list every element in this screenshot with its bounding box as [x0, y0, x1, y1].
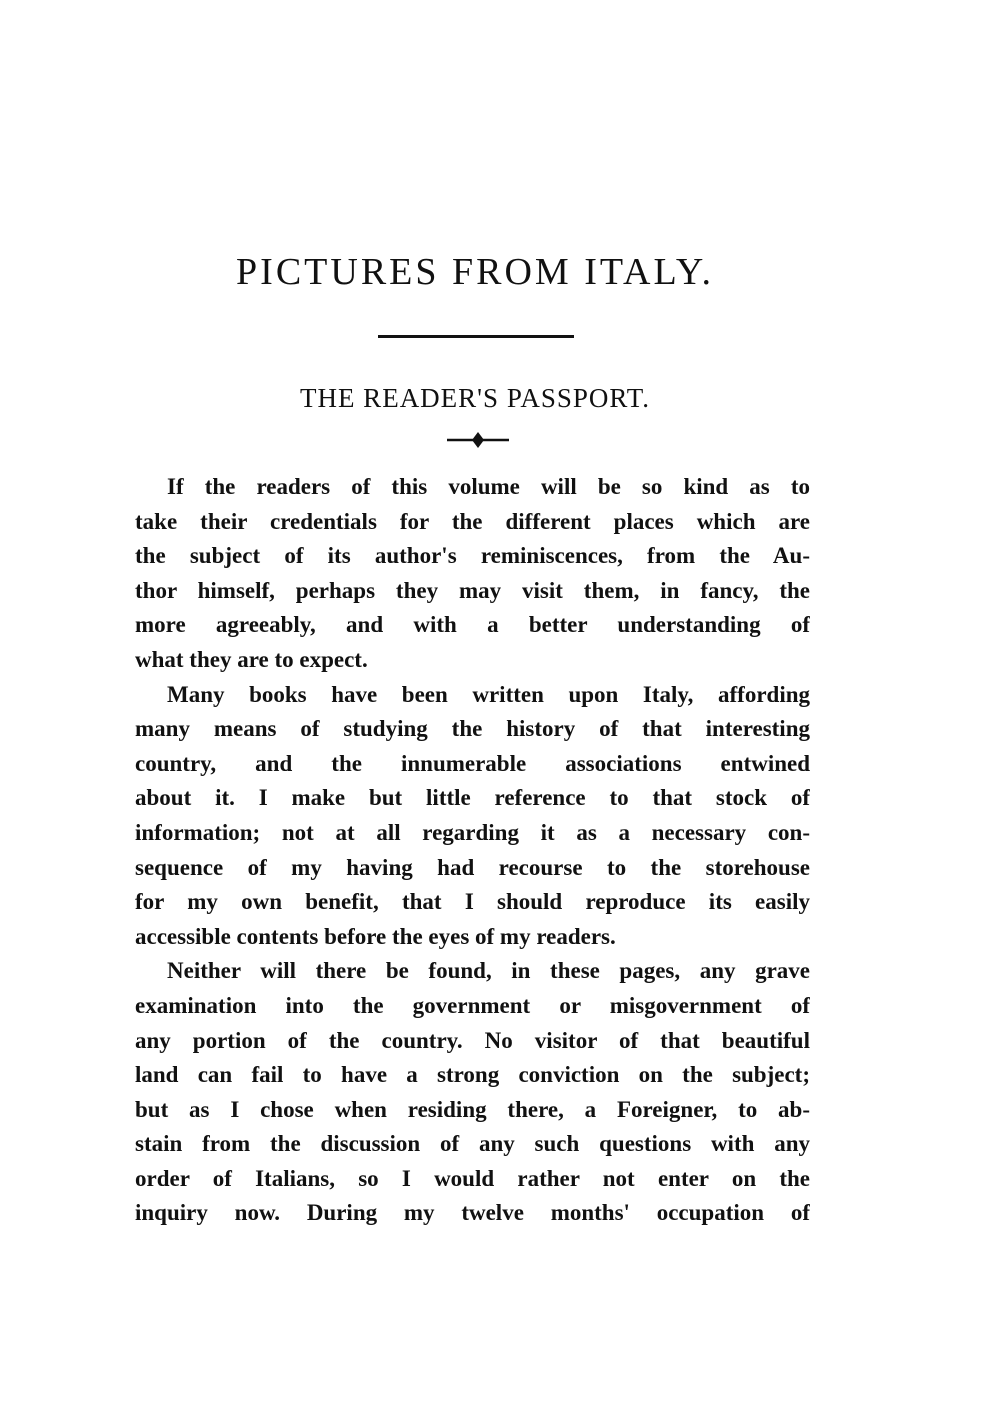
book-title: PICTURES FROM ITALY.: [236, 251, 714, 293]
text-line: information; not at all regarding it as a necessary con-: [135, 819, 810, 845]
text-line: country, and the innumerable associations entwined: [135, 750, 810, 776]
text-line: for my own benefit, that I should reproduce its easily: [135, 889, 810, 915]
text-line: examination into the government or misgovernment of: [135, 992, 810, 1018]
text-line: accessible contents before the eyes of my readers.: [135, 923, 616, 949]
text-line: thor himself, perhaps they may visit them, in fancy, the: [135, 577, 810, 603]
body-text: [135, 470, 810, 1231]
text-line: any portion of the country. No visitor of that beautiful: [135, 1027, 810, 1053]
text-line: Neither will there be found, in these pages, any grave: [167, 958, 810, 984]
text-line: about it. I make but little reference to that stock of: [135, 785, 810, 811]
text-line: take their credentials for the different places which are: [135, 508, 810, 534]
text-line: but as I chose when residing there, a Foreigner, to ab-: [135, 1096, 810, 1122]
text-line: the subject of its author's reminiscences, from the Au-: [135, 543, 810, 569]
text-line: more agreeably, and with a better understanding of: [135, 612, 810, 638]
text-line: what they are to expect.: [135, 646, 368, 672]
text-line: land can fail to have a strong conviction on the subject;: [135, 1062, 810, 1088]
diamond-ornament-icon: [447, 428, 509, 450]
text-line: Many books have been written upon Italy, affording: [167, 681, 810, 707]
text-line: many means of studying the history of that interesting: [135, 716, 810, 742]
chapter-title: THE READER'S PASSPORT.: [299, 383, 651, 413]
title-rule: [378, 335, 574, 338]
text-line: stain from the discussion of any such questions with any: [135, 1131, 810, 1157]
text-line: order of Italians, so I would rather not enter on the: [135, 1165, 810, 1191]
text-line: If the readers of this volume will be so kind as to: [167, 474, 810, 499]
text-line: sequence of my having had recourse to the storehouse: [135, 854, 810, 880]
text-line: inquiry now. During my twelve months' occupation of: [135, 1200, 810, 1226]
